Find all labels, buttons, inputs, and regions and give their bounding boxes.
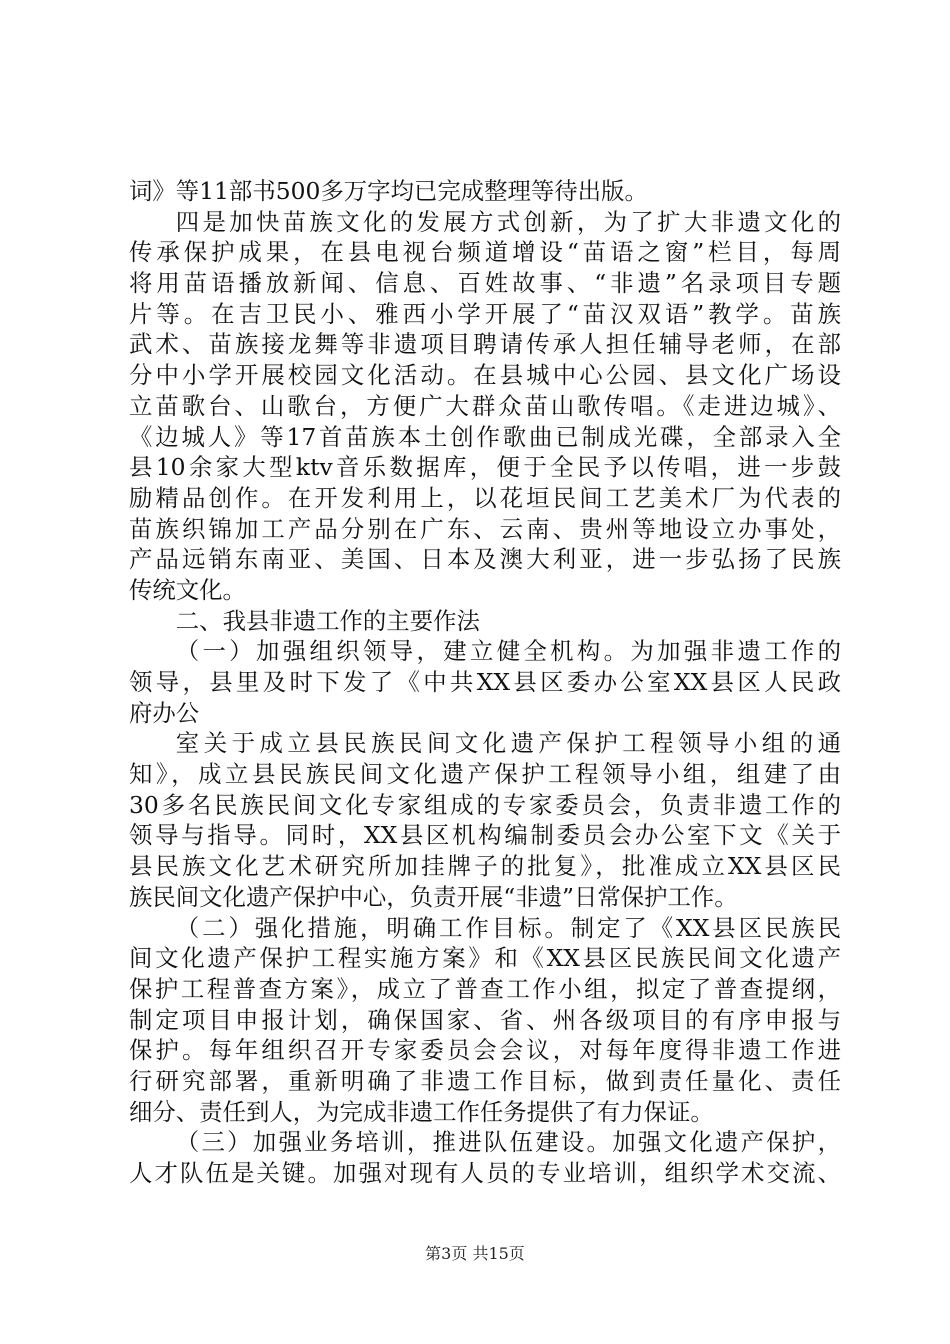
text-line: 行研究部署，重新明确了非遗工作目标，做到责任量化、责任 — [129, 1066, 841, 1095]
text-line: 武术、苗族接龙舞等非遗项目聘请传承人担任辅导老师，在部 — [129, 330, 841, 359]
text-line: 词》等11部书500多万字均已完成整理等待出版。 — [129, 177, 648, 205]
text-line: 片等。在吉卫民小、雅西小学开展了“苗汉双语”教学。苗族 — [129, 299, 841, 328]
text-line: （一）加强组织领导，建立健全机构。为加强非遗工作的 — [175, 637, 841, 666]
text-line: 苗族织锦加工产品分别在广东、云南、贵州等地设立办事处， — [129, 514, 841, 543]
document-body — [129, 176, 841, 1189]
text-line: 知》，成立县民族民间文化遗产保护工程领导小组，组建了由 — [129, 760, 841, 789]
text-line: 府办公 — [129, 698, 200, 727]
text-line: 励精品创作。在开发利用上，以花垣民间工艺美术厂为代表的 — [129, 483, 841, 512]
text-line: 室关于成立县民族民间文化遗产保护工程领导小组的通 — [175, 729, 841, 758]
text-line: 保护工程普查方案》，成立了普查工作小组，拟定了普查提纲， — [129, 974, 841, 1003]
text-line: 保护。每年组织召开专家委员会会议，对每年度得非遗工作进 — [129, 1036, 841, 1065]
text-line: 传承保护成果，在县电视台频道增设“苗语之窗”栏目，每周 — [129, 238, 841, 267]
text-line: 四是加快苗族文化的发展方式创新，为了扩大非遗文化的 — [175, 207, 841, 236]
page-footer: 第3页 共15页 — [425, 1244, 525, 1263]
text-line: 传统文化。 — [129, 575, 246, 604]
text-line: 二、我县非遗工作的主要作法 — [175, 606, 480, 635]
text-line: 《边城人》等17首苗族本土创作歌曲已制成光碟，全部录入全 — [129, 422, 841, 451]
text-line: 领导与指导。同时，XX县区机构编制委员会办公室下文《关于 — [129, 821, 841, 850]
text-line: 将用苗语播放新闻、信息、百姓故事、“非遗”名录项目专题 — [129, 269, 841, 298]
text-line: （三）加强业务培训，推进队伍建设。加强文化遗产保护， — [175, 1128, 841, 1157]
text-line: （二）强化措施，明确工作目标。制定了《XX县区民族民 — [175, 913, 841, 942]
text-line: 30多名民族民间文化专家组成的专家委员会，负责非遗工作的 — [129, 790, 841, 819]
text-line: 人才队伍是关键。加强对现有人员的专业培训，组织学术交流、 — [129, 1159, 841, 1187]
text-line: 县民族文化艺术研究所加挂牌子的批复》，批准成立XX县区民 — [129, 852, 841, 881]
text-line: 领导，县里及时下发了《中共XX县区委办公室XX县区人民政 — [129, 668, 841, 696]
text-line: 族民间文化遗产保护中心，负责开展“非遗”日常保护工作。 — [129, 882, 738, 911]
text-line: 立苗歌台、山歌台，方便广大群众苗山歌传唱。《走进边城》、 — [129, 391, 841, 420]
text-line: 分中小学开展校园文化活动。在县城中心公园、县文化广场设 — [129, 361, 841, 390]
text-line: 制定项目申报计划，确保国家、省、州各级项目的有序申报与 — [129, 1005, 841, 1034]
text-line: 产品远销东南亚、美国、日本及澳大利亚，进一步弘扬了民族 — [129, 545, 841, 574]
text-line: 县10余家大型ktv音乐数据库，便于全民予以传唱，进一步鼓 — [129, 453, 841, 482]
text-line: 间文化遗产保护工程实施方案》和《XX县区民族民间文化遗产 — [129, 944, 841, 973]
text-line: 细分、责任到人，为完成非遗工作任务提供了有力保证。 — [129, 1097, 714, 1126]
